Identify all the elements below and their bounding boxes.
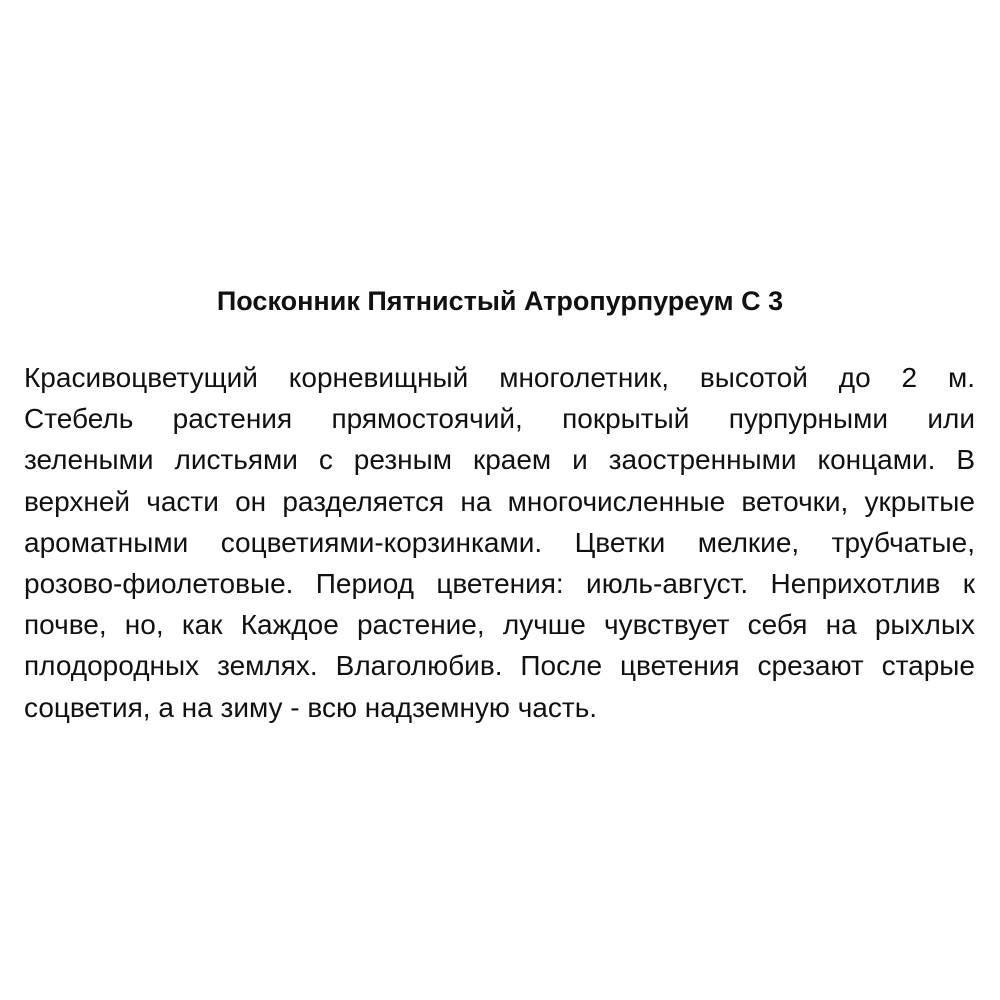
- description-line-7: почве, но, как Каждое растение, лучше чувствует себя на рыхлых: [24, 609, 975, 641]
- description-line-3: зелеными листьями с резным краем и заостренными концами. В: [24, 444, 975, 476]
- description-line-8: плодородных землях. Влаголюбив. После цветения срезают старые: [24, 650, 975, 682]
- description-paragraph: [24, 357, 975, 728]
- description-line-4: верхней части он разделяется на многочисленные веточки, укрытые: [24, 485, 975, 517]
- description-line-1: Красивоцветущий корневищный многолетник, высотой до 2 м.: [24, 362, 975, 393]
- description-line-2: Стебель растения прямостоячий, покрытый пурпурными или: [24, 403, 975, 435]
- description-line-6: розово-фиолетовые. Период цветения: июль-август. Неприхотлив к: [24, 567, 975, 599]
- description-line-9: соцветия, а на зиму - всю надземную часть.: [24, 691, 598, 723]
- description-line-5: ароматными соцветиями-корзинками. Цветки мелкие, трубчатые,: [24, 526, 975, 558]
- product-title: Посконник Пятнистый Атропурпуреум С 3: [216, 286, 784, 316]
